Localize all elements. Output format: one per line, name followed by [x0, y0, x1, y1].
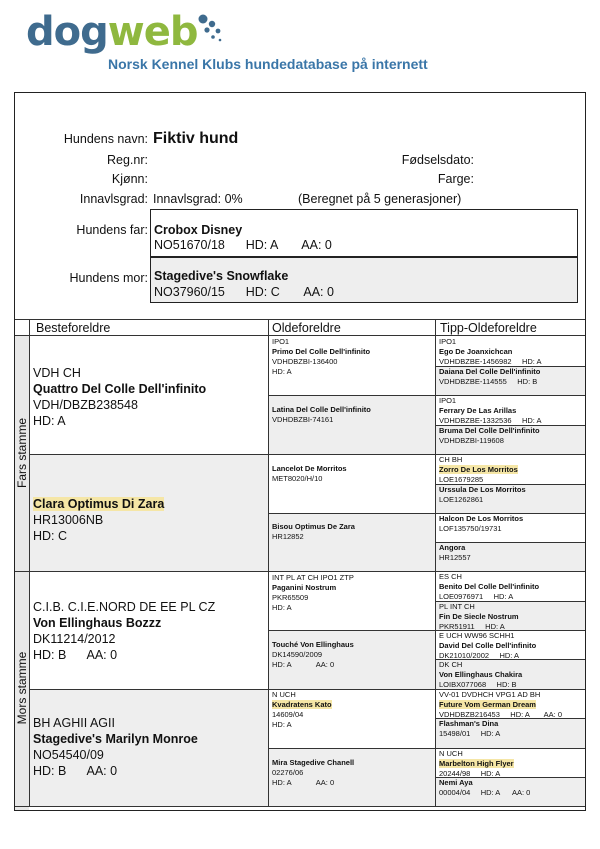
header-grandparents: Besteforeldre: [36, 321, 111, 335]
great-great-grandparent-name[interactable]: Ferrary De Las Arillas: [439, 406, 517, 415]
great-great-grandparent-health: HD: A: [493, 592, 514, 601]
great-great-grandparent-reg: 15498/01: [439, 729, 471, 738]
great-grandparent-health: HD: A: [272, 367, 292, 376]
great-great-grandparent-reg: VDHDBZB216453: [439, 710, 500, 719]
father-name[interactable]: Crobox Disney: [154, 223, 243, 237]
great-great-grandparent-health: HD: A: [480, 769, 501, 778]
great-great-grandparent-reg: LOIBX077068: [439, 680, 487, 689]
great-grandparent-entry[interactable]: [272, 337, 370, 377]
inbreeding-value: Innavlsgrad: 0%: [153, 192, 243, 206]
great-great-grandparent-entry[interactable]: [439, 690, 562, 720]
great-great-grandparent-reg: VDHDBZBI-119608: [439, 436, 504, 445]
great-great-grandparent-name[interactable]: Nemi Aya: [439, 778, 473, 787]
great-grandparent-entry[interactable]: [272, 758, 354, 788]
great-grandparent-health: HD: A: [272, 603, 292, 612]
great-great-grandparent-name[interactable]: Urssula De Los Morritos: [439, 485, 526, 494]
grandparent-title: VDH CH: [33, 366, 81, 380]
great-great-grandparent-entry[interactable]: [439, 485, 526, 505]
great-great-grandparent-entry[interactable]: [439, 543, 471, 563]
great-great-grandparent-name[interactable]: Ego De Joanxichcan: [439, 347, 513, 356]
great-grandparent-name[interactable]: Kvadratens Kato: [272, 700, 332, 709]
great-grandparent-entry[interactable]: [272, 640, 354, 670]
great-grandparent-health: HD: A AA: 0: [272, 778, 335, 787]
great-great-grandparent-entry[interactable]: [439, 514, 523, 534]
dog-name: Fiktiv hund: [153, 130, 239, 147]
logo-dog-text: dog: [26, 9, 108, 55]
great-grandparent-entry[interactable]: [272, 690, 332, 730]
great-grandparent-name[interactable]: Primo Del Colle Dell'infinito: [272, 347, 371, 356]
grandparent-reg: HR13006NB: [33, 513, 104, 527]
great-great-grandparent-reg: VDHDBZBE-1332536: [439, 416, 512, 425]
grandparent-title: C.I.B. C.I.E.NORD DE EE PL CZ: [33, 600, 216, 614]
grandparent-name[interactable]: Clara Optimus Di Zara: [33, 497, 165, 511]
great-great-grandparent-title: N UCH: [439, 749, 463, 758]
great-grandparent-reg: PKR65509: [272, 593, 309, 602]
great-great-grandparent-title: DK CH: [439, 660, 463, 669]
great-great-grandparent-name[interactable]: Future Vom German Dream: [439, 700, 536, 709]
great-great-grandparent-reg: DK21010/2002: [439, 651, 490, 660]
fathers-line-label: Fars stamme: [15, 418, 29, 489]
father-label: Hundens far:: [76, 223, 148, 237]
birth-label: Fødselsdato:: [401, 153, 474, 167]
great-great-grandparent-reg: LOE1262861: [439, 495, 484, 504]
great-great-grandparent-reg: LOF135750/19731: [439, 524, 502, 533]
grandparent-name[interactable]: Stagedive's Marilyn Monroe: [33, 732, 198, 746]
logo-web-text: web: [107, 9, 198, 55]
grandparent-health: HD: B AA: 0: [33, 764, 118, 778]
grandparent-health: HD: B AA: 0: [33, 648, 118, 662]
grandparent-name[interactable]: Quattro Del Colle Dell'infinito: [33, 382, 207, 396]
mother-label: Hundens mor:: [69, 271, 148, 285]
great-grandparent-entry[interactable]: [272, 464, 347, 484]
great-great-grandparent-health: HD: A: [521, 357, 542, 366]
grandparent-title: BH AGHII AGII: [33, 716, 115, 730]
color-label: Farge:: [437, 172, 474, 186]
great-great-grandparent-name[interactable]: Angora: [439, 543, 466, 552]
great-grandparent-reg: HR12852: [272, 532, 304, 541]
great-great-grandparent-reg: VDHDBZBE-1456982: [439, 357, 512, 366]
great-great-grandparent-health: HD: B: [496, 680, 517, 689]
great-great-grandparent-entry[interactable]: [439, 719, 500, 739]
great-grandparent-reg: VDHDBZBI-74161: [272, 415, 334, 424]
great-great-grandparent-entry[interactable]: [439, 749, 514, 779]
great-grandparent-name[interactable]: Touché Von Ellinghaus: [272, 640, 354, 649]
great-great-grandparent-health: HD: A: [499, 651, 520, 660]
great-great-grandparent-name[interactable]: Benito Del Colle Dell'infinito: [439, 582, 540, 591]
great-great-grandparent-reg: LOE0976971: [439, 592, 484, 601]
mother-details: NO37960/15 HD: C AA: 0: [154, 285, 334, 299]
great-great-grandparent-title: CH BH: [439, 455, 463, 464]
great-great-grandparent-health: HD: B: [517, 377, 538, 386]
great-grandparent-reg: 14609/04: [272, 710, 304, 719]
great-grandparent-health: HD: A AA: 0: [272, 660, 335, 669]
father-details: NO51670/18 HD: A AA: 0: [154, 238, 332, 252]
grandparent-health: HD: C: [33, 529, 68, 543]
inbreeding-note: (Beregnet på 5 generasjoner): [298, 192, 462, 206]
great-great-grandparent-name[interactable]: Daiana Del Colle Dell'infinito: [439, 367, 541, 376]
great-grandparent-name[interactable]: Bisou Optimus De Zara: [272, 522, 355, 531]
great-grandparent-reg: 02276/06: [272, 768, 304, 777]
great-great-grandparent-title: ES CH: [439, 572, 462, 581]
great-great-grandparent-title: IPO1: [439, 396, 457, 405]
great-grandparent-name[interactable]: Lancelot De Morritos: [272, 464, 347, 473]
sex-label: Kjønn:: [111, 172, 148, 186]
grandparent-name[interactable]: Von Ellinghaus Bozzz: [33, 616, 162, 630]
great-great-grandparent-entry[interactable]: [439, 367, 540, 387]
inbreeding-label: Innavlsgrad:: [79, 192, 148, 206]
great-grandparent-health: HD: A: [272, 720, 292, 729]
great-great-grandparent-reg: 20244/98: [439, 769, 471, 778]
great-grandparent-reg: MET8020/H/10: [272, 474, 323, 483]
great-great-grandparent-name[interactable]: David Del Colle Dell'infinito: [439, 641, 537, 650]
great-grandparent-name[interactable]: Paganini Nostrum: [272, 583, 337, 592]
header-great-grandparents: Oldeforeldre: [272, 321, 341, 335]
great-great-grandparent-entry[interactable]: [439, 572, 539, 602]
great-great-grandparent-name[interactable]: Zorro De Los Morritos: [439, 465, 518, 474]
grandparent-entry[interactable]: [33, 496, 164, 544]
great-great-grandparent-name[interactable]: Flashman's Dina: [439, 719, 499, 728]
great-great-grandparent-entry[interactable]: [439, 631, 536, 661]
great-great-grandparent-reg: VDHDBZBE-114555: [439, 377, 507, 386]
grandparent-entry[interactable]: [33, 715, 198, 779]
grandparent-entry[interactable]: [33, 365, 206, 429]
great-great-grandparent-entry[interactable]: [439, 426, 540, 446]
great-grandparent-reg: VDHDBZBI-136400: [272, 357, 338, 366]
great-great-grandparent-title: PL INT CH: [439, 602, 475, 611]
great-great-grandparent-reg: HR12557: [439, 553, 471, 562]
great-great-grandparent-health: HD: A: [480, 729, 501, 738]
reg-label: Reg.nr:: [107, 153, 148, 167]
great-grandparent-name[interactable]: Mira Stagedive Chanell: [272, 758, 355, 767]
great-grandparent-entry[interactable]: [272, 405, 371, 425]
great-great-grandparent-health: HD: A: [485, 622, 505, 631]
great-great-grandparent-health: HD: A: [521, 416, 542, 425]
grandparent-reg: DK11214/2012: [33, 632, 116, 646]
great-great-grandparent-reg: PKR51911: [439, 622, 475, 631]
logo-tagline: Norsk Kennel Klubs hundedatabase på internett: [108, 56, 428, 72]
great-grandparent-title: N UCH: [272, 690, 296, 699]
great-great-grandparent-name[interactable]: Fin De Siecle Nostrum: [439, 612, 519, 621]
grandparent-health: HD: A: [33, 414, 66, 428]
grandparent-reg: VDH/DBZB238548: [33, 398, 138, 412]
great-grandparent-title: INT PL AT CH IPO1 ZTP: [272, 573, 354, 582]
great-great-grandparent-entry[interactable]: [439, 778, 530, 798]
great-great-grandparent-entry[interactable]: [439, 602, 519, 632]
great-great-grandparent-entry[interactable]: [439, 337, 542, 367]
great-great-grandparent-name[interactable]: Von Ellinghaus Chakira: [439, 670, 523, 679]
great-great-grandparent-health: HD: A AA: 0: [510, 710, 562, 719]
great-great-grandparent-entry[interactable]: [439, 455, 518, 485]
great-grandparent-entry[interactable]: [272, 573, 354, 613]
mothers-line-label: Mors stamme: [15, 651, 29, 725]
great-great-grandparent-title: VV-01 DVDHCH VPG1 AD BH: [439, 690, 541, 699]
great-great-grandparent-reg: LOE1679285: [439, 475, 484, 484]
great-great-grandparent-health: HD: A AA: 0: [480, 788, 531, 797]
great-grandparent-entry[interactable]: [272, 522, 355, 542]
great-great-grandparent-title: IPO1: [439, 337, 457, 346]
great-great-grandparent-name[interactable]: Marbelton High Flyer: [439, 759, 514, 768]
great-great-grandparent-title: E UCH WW96 SCHH1: [439, 631, 515, 640]
header-great-great-grandparents: Tipp-Oldeforeldre: [440, 321, 537, 335]
great-grandparent-reg: DK14590/2009: [272, 650, 323, 659]
name-label: Hundens navn:: [63, 132, 148, 146]
great-grandparent-name[interactable]: Latina Del Colle Dell'infinito: [272, 405, 371, 414]
grandparent-entry[interactable]: [33, 599, 215, 663]
great-great-grandparent-entry[interactable]: [439, 396, 542, 426]
great-great-grandparent-name[interactable]: Bruma Del Colle Dell'infinito: [439, 426, 540, 435]
great-great-grandparent-reg: 00004/04: [439, 788, 471, 797]
great-grandparent-title: IPO1: [272, 337, 290, 346]
grandparent-reg: NO54540/09: [33, 748, 104, 762]
mother-name[interactable]: Stagedive's Snowflake: [154, 269, 289, 283]
great-great-grandparent-name[interactable]: Halcon De Los Morritos: [439, 514, 524, 523]
great-great-grandparent-entry[interactable]: [439, 660, 522, 690]
